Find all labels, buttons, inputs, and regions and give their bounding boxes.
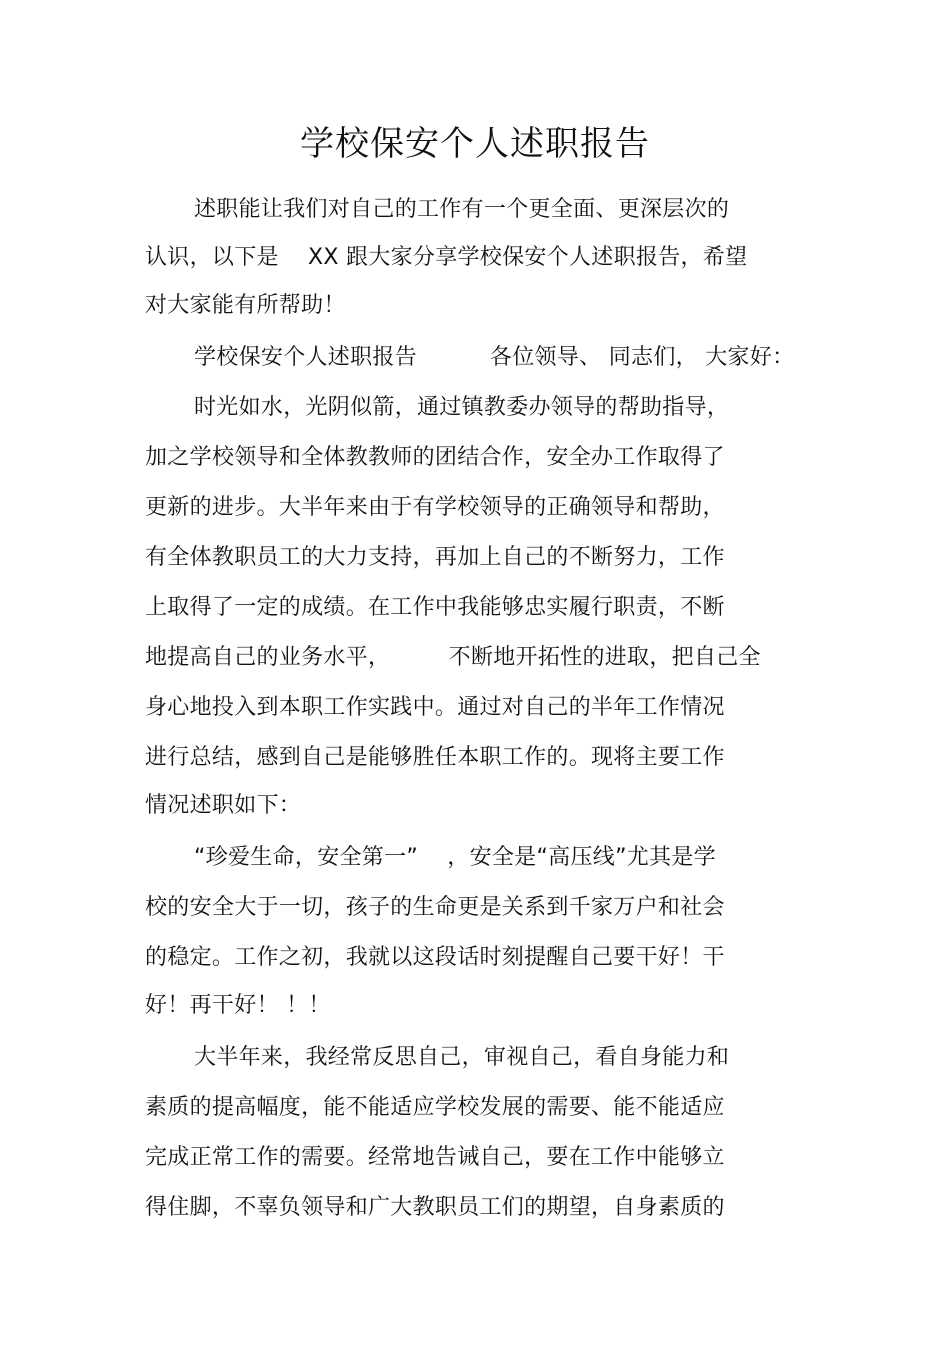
text-line: 得住脚，不辜负领导和广大教职员工们的期望，自身素质的 (145, 1195, 725, 1220)
text-line: 进行总结，感到自己是能够胜任本职工作的。现将主要工作 (145, 745, 725, 770)
text-line: 大半年来，我经常反思自己，审视自己，看自身能力和 (194, 1045, 730, 1070)
text-line: 认识，以下是 XX 跟大家分享学校保安个人述职报告，希望 (145, 245, 748, 270)
text-line: 校的安全大于一切，孩子的生命更是关系到千家万户和社会 (145, 895, 725, 920)
text-line: 身心地投入到本职工作实践中。通过对自己的半年工作情况 (145, 695, 725, 720)
text-line: 有全体教职员工的大力支持，再加上自己的不断努力，工作 (145, 545, 725, 570)
text-line: 好！再干好！ ！！ (145, 993, 331, 1018)
text-line: 的稳定。工作之初，我就以这段话时刻提醒自己要干好！干 (145, 945, 725, 970)
text-line: 完成正常工作的需要。经常地告诫自己，要在工作中能够立 (145, 1145, 725, 1170)
text-line: 对大家能有所帮助！ (145, 293, 346, 318)
text-line: 学校保安个人述职报告 各位领导、 同志们， 大家好： (194, 345, 795, 370)
text-line: 更新的进步。大半年来由于有学校领导的正确领导和帮助， (145, 495, 725, 520)
text-line: 上取得了一定的成绩。在工作中我能够忠实履行职责，不断 (145, 595, 725, 620)
text-line: 时光如水，光阴似箭，通过镇教委办领导的帮助指导， (194, 395, 730, 420)
text-line: 述职能让我们对自己的工作有一个更全面、更深层次的 (194, 197, 730, 222)
text-line: 素质的提高幅度，能不能适应学校发展的需要、能不能适应 (145, 1095, 725, 1120)
document-title: 学校保安个人述职报告 (300, 124, 650, 164)
text-line: 地提高自己的业务水平， 不断地开拓性的进取，把自己全 (145, 645, 761, 670)
text-line: 情况述职如下： (145, 793, 302, 818)
text-line: 加之学校领导和全体教教师的团结合作，安全办工作取得了 (145, 445, 725, 470)
text-line: “珍爱生命，安全第一” ，安全是“高压线”尤其是学 (194, 845, 716, 870)
